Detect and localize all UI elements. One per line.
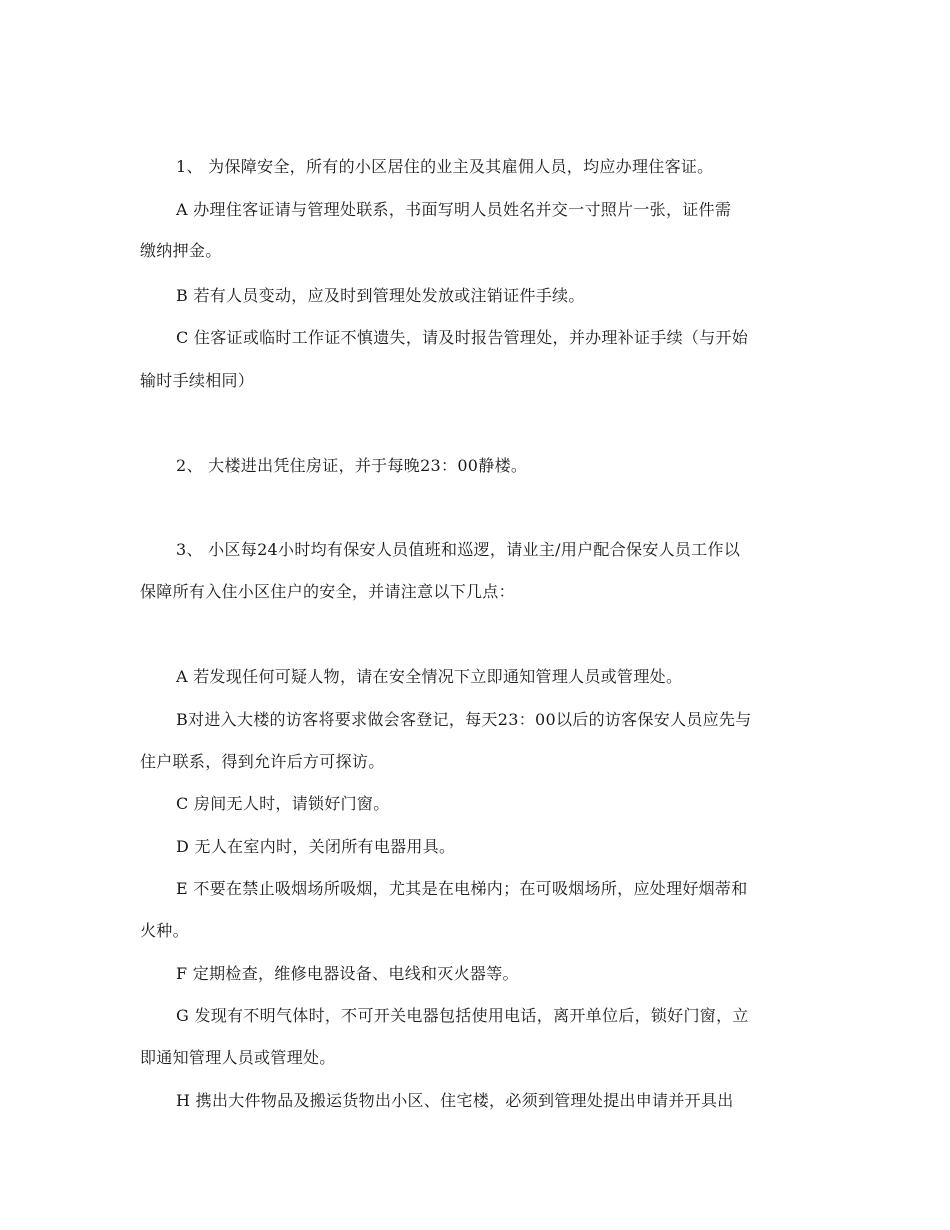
paragraph-1b: B 若有人员变动，应及时到管理处发放或注销证件手续。 [176,286,585,305]
paragraph-3b-line-2: 住户联系，得到允许后方可探访。 [140,752,385,771]
paragraph-3e-line-1: E 不要在禁止吸烟场所吸烟，尤其是在电梯内；在可吸烟场所，应处理好烟蒂和 [176,879,748,898]
paragraph-3c: C 房间无人时，请锁好门窗。 [176,794,390,813]
paragraph-3g-line-2: 即通知管理人员或管理处。 [140,1048,336,1067]
paragraph-1c-line-2: 输时手续相同） [140,371,255,390]
paragraph-1-heading: 1、 为保障安全，所有的小区居住的业主及其雇佣人员，均应办理住客证。 [176,157,714,176]
paragraph-3g-line-1: G 发现有不明气体时，不可开关电器包括使用电话，离开单位后，锁好门窗，立 [176,1006,749,1025]
paragraph-3a: A 若发现任何可疑人物，请在安全情况下立即通知管理人员或管理处。 [176,667,683,686]
paragraph-1a-line-2: 缴纳押金。 [140,241,222,260]
paragraph-1c-line-1: C 住客证或临时工作证不慎遗失，请及时报告管理处，并办理补证手续（与开始 [176,328,749,347]
paragraph-3h-line-1: H 携出大件物品及搬运货物出小区、住宅楼，必须到管理处提出申请并开具出 [176,1091,734,1110]
paragraph-3d: D 无人在室内时，关闭所有电器用具。 [176,837,456,856]
paragraph-2: 2、 大楼进出凭住房证，并于每晚23：00静楼。 [176,456,528,475]
paragraph-3f: F 定期检查，维修电器设备、电线和灭火器等。 [176,964,519,983]
paragraph-3-line-2: 保障所有入住小区住户的安全，并请注意以下几点： [140,582,515,601]
paragraph-3b-line-1: B对进入大楼的访客将要求做会客登记，每天23：00以后的访客保安人员应先与 [176,710,752,729]
paragraph-3e-line-2: 火种。 [140,921,189,940]
paragraph-1a-line-1: A 办理住客证请与管理处联系，书面写明人员姓名并交一寸照片一张，证件需 [176,200,732,219]
paragraph-3-line-1: 3、 小区每24小时均有保安人员值班和巡逻，请业主/用户配合保安人员工作以 [176,540,741,559]
